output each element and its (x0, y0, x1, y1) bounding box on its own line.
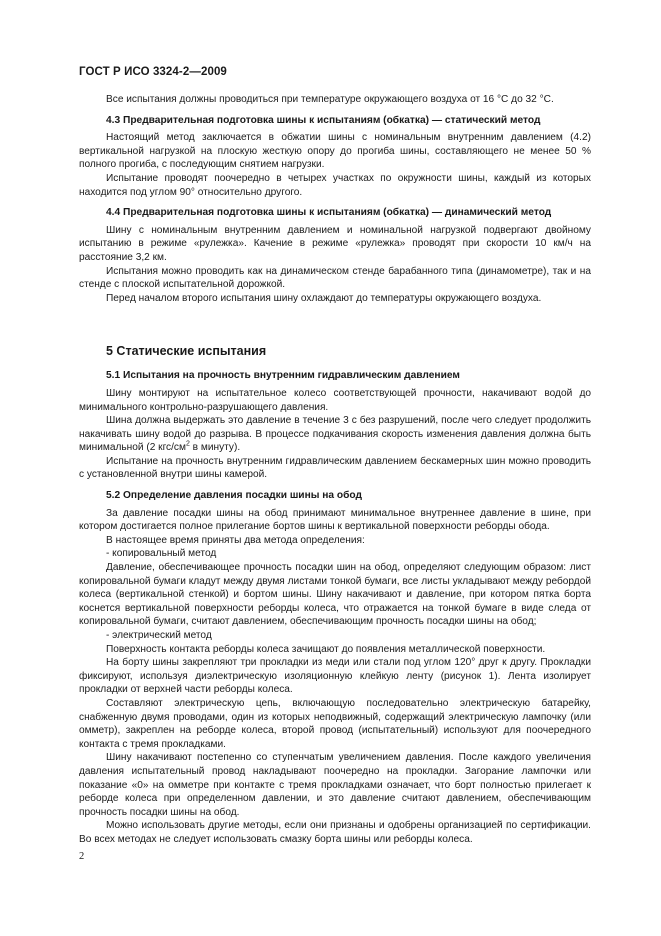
paragraph-5-1-tubeless: Испытание на прочность внутренним гидравлическим давлением бескамерных шин можно проводить с установленной внутри шины камерой. (79, 455, 591, 481)
list-item-electric-method: - электрический метод (106, 630, 212, 641)
paragraph-temperature: Все испытания должны проводиться при температуре окружающего воздуха от 16 °C до 32 °C. (106, 94, 554, 105)
section-heading-5-1: 5.1 Испытания на прочность внутренним гидравлическим давлением (106, 370, 460, 382)
paragraph-5-2-carbon: Давление, обеспечивающее прочность посадки шин на обод, определяют следующим образом: лист копировальной бумаги кладут между двумя листами тонкой бумаги, все листы укладывают между ребордой колеса (вертикальной стенкой) и бортом шины. Шину накачивают и давление, при котором пятка борта коснется вертикальной поверхности реборды колеса, что отражается на тонкой бумаге в виде следа от копировальной бумаги, считают давлением, обеспечивающим прочность посадки шины на обод; (79, 562, 591, 628)
section-heading-5: 5 Статические испытания (106, 344, 267, 359)
paragraph-5-2-two-methods: В настоящее время приняты два метода определения: (106, 534, 365, 546)
section-heading-4-3: 4.3 Предварительная подготовка шины к испытаниям (обкатка) — статический метод (106, 114, 541, 126)
paragraph-5-2-clean: Поверхность контакта реборды колеса зачищают до появления металлической поверхности. (106, 643, 546, 655)
paragraph-4-4-stand: Испытания можно проводить как на динамическом стенде барабанного типа (динамометре), так и на стенде с плоской испытательной дорожкой. (79, 265, 591, 291)
paragraph-5-2-circuit: Составляют электрическую цепь, включающую последовательно электрическую батарейку, снабженную двумя проводами, один из которых неподвижный, содержащий электрическую лампочку (или омметр), закреплен на реборде колеса, второй провод (испытательный) используют для поочередного контакта с тремя прокладками. (79, 697, 591, 750)
paragraph-5-2-inflate: Шину накачивают постепенно со ступенчатым увеличением давления. После каждого увеличения давления испытательный провод накладывают поочередно на прокладки. Загорание лампочки или показание «0» на омметре при контакте с тремя прокладками означает, что борт полностью прилегает к реборде колеса при определенном давлении, и это давление считают давлением, обеспечивающим прочность посадки шины на обод. (79, 752, 591, 818)
paragraph-4-4-taxi: Шину с номинальным внутренним давлением и номинальной нагрузкой подвергают двойному испытанию в режиме «рулежка». Качение в режиме «рулежка» проводят при скорости 10 км/ч на расстояние 3,2 км. (79, 224, 591, 263)
document-header: ГОСТ Р ИСО 3324-2—2009 (79, 66, 227, 78)
paragraph-4-3-method: Настоящий метод заключается в обжатии шины с номинальным внутренним давлением (4.2) вертикальной нагрузкой на плоскую жесткую опору до прогиба шины, составляющего не менее 50 % полного прогиба, с последующим снятием нагрузки. (79, 132, 591, 171)
paragraph-5-1-pressure-tail: в минуту). (189, 442, 241, 454)
list-item-carbon-method: - копировальный метод (106, 548, 217, 560)
paragraph-4-3-sectors: Испытание проводят поочередно в четырех участках по окружности шины, каждый из которых находится под углом 90° относительно другого. (79, 172, 591, 198)
paragraph-5-1-mount: Шину монтируют на испытательное колесо соответствующей прочности, накачивают водой до минимального контрольно-разрушающего давления. (79, 387, 591, 413)
section-heading-5-2: 5.2 Определение давления посадки шины на обод (106, 490, 362, 502)
page-number: 2 (79, 851, 85, 862)
paragraph-5-1-pressure-text: Шина должна выдержать это давление в течение 3 с без разрушений, после чего следует продолжить накачивать шину водой до разрыва. В процессе подкачивания скорость изменения давления должна быть минимальной (2 кгс/см (79, 415, 591, 454)
superscript-2: 2 (185, 440, 190, 448)
paragraph-5-2-definition: За давление посадки шины на обод принимают минимальное внутреннее давление в шине, при котором достигается полное прилегание бортов шины к вертикальной поверхности реборды обода. (79, 507, 591, 533)
paragraph-4-4-cooling: Перед началом второго испытания шину охлаждают до температуры окружающего воздуха. (106, 292, 542, 304)
paragraph-5-2-pads: На борту шины закрепляют три прокладки из меди или стали под углом 120° друг к другу. Прокладки фиксируют, используя диэлектрическую изоляционную клейкую ленту (рисунок 1). Лента изолирует прокладки от верхней части реборды колеса. (79, 657, 591, 696)
section-heading-4-4: 4.4 Предварительная подготовка шины к испытаниям (обкатка) — динамический метод (106, 207, 552, 219)
paragraph-5-1-pressure (79, 414, 591, 455)
paragraph-5-2-other-methods: Можно использовать другие методы, если они признаны и одобрены организацией по сертификации. Во всех методах не следует использовать смазку борта шины или реборды колеса. (79, 820, 591, 845)
document-body (79, 93, 591, 847)
